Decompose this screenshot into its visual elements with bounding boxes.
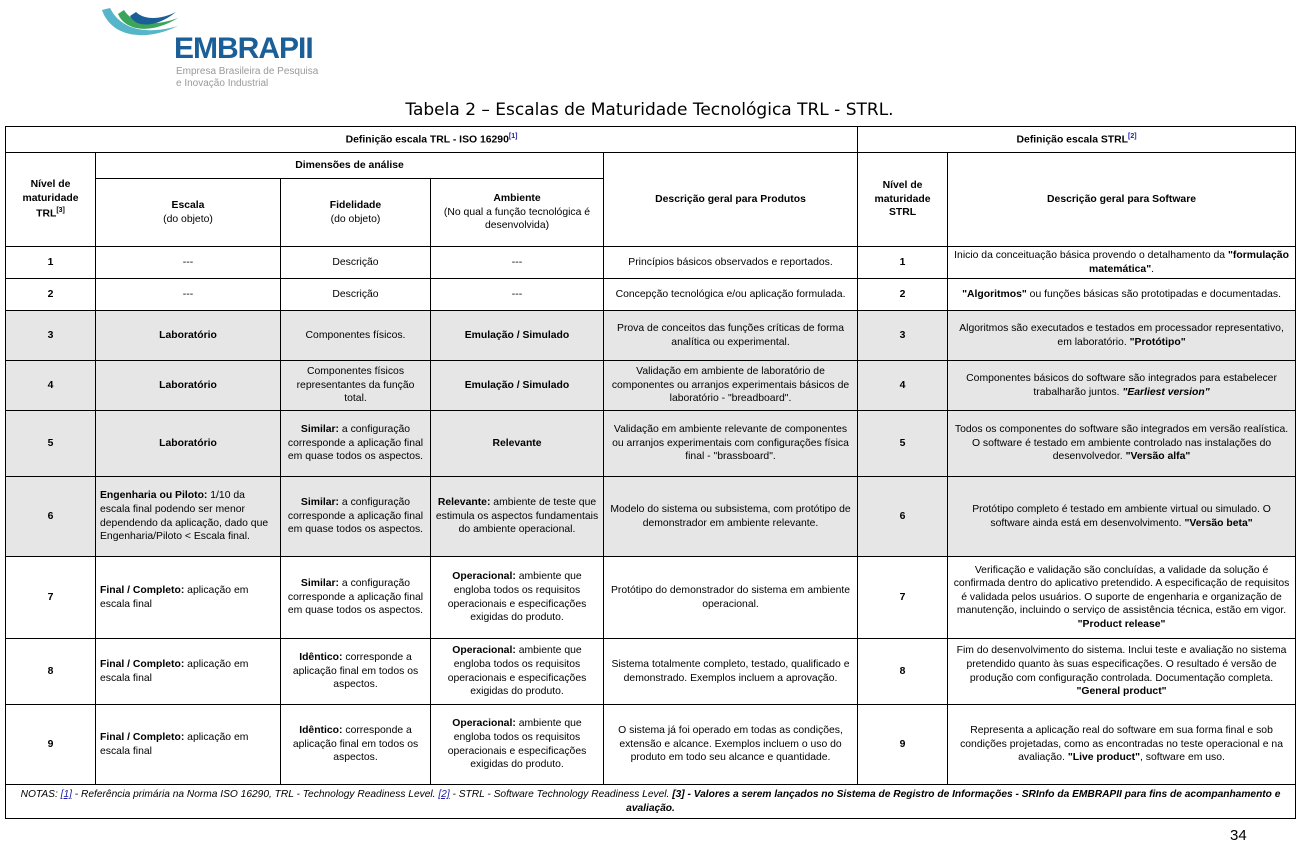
- header-desc-produtos: Descrição geral para Produtos: [604, 153, 858, 247]
- table-row: [6, 411, 1296, 477]
- header-escala: Escala (do objeto): [96, 179, 281, 247]
- table-title: Tabela 2 – Escalas de Maturidade Tecnológica TRL - STRL.: [405, 100, 894, 120]
- table-cell: 9: [6, 705, 96, 785]
- table-cell: Idêntico: corresponde a aplicação final em todos os aspectos.: [281, 705, 431, 785]
- footnote-link-2[interactable]: [2]: [1127, 133, 1137, 140]
- table-cell: Protótipo do demonstrador do sistema em ambiente operacional.: [604, 557, 858, 639]
- table-cell: 3: [6, 311, 96, 361]
- table-cell: Laboratório: [96, 411, 281, 477]
- table-cell: 7: [6, 557, 96, 639]
- table-cell: Descrição: [281, 247, 431, 279]
- table-cell: Inicio da conceituação básica provendo o detalhamento da "formulação matemática".: [948, 247, 1296, 279]
- table-cell: Relevante: [431, 411, 604, 477]
- table-cell: Concepção tecnológica e/ou aplicação formulada.: [604, 279, 858, 311]
- table-cell: Componentes físicos.: [281, 311, 431, 361]
- table-cell: Final / Completo: aplicação em escala final: [96, 705, 281, 785]
- table-cell: Protótipo completo é testado em ambiente virtual ou simulado. O software ainda está em desenvolvimento. "Versão beta": [948, 477, 1296, 557]
- table-cell: O sistema já foi operado em todas as condições, extensão e alcance. Exemplos incluem o uso do produto em todo seu alcance e quantidade.: [604, 705, 858, 785]
- table-cell: Operacional: ambiente que engloba todos os requisitos operacionais e especificações exigidas do produto.: [431, 557, 604, 639]
- table-cell: 5: [6, 411, 96, 477]
- table-cell: Final / Completo: aplicação em escala final: [96, 557, 281, 639]
- table-row: [6, 247, 1296, 279]
- table-notes: NOTAS: [1] - Referência primária na Norma ISO 16290, TRL - Technology Readiness Level. [2] - STRL - Software Technology Readiness Level. [3] - Valores a serem lançados no Sistema de Registro de Informações - SRInfo da EMBRAPII para fins de acompanhamento e avaliação.: [6, 785, 1296, 819]
- logo-tagline: e Inovação Industrial: [176, 78, 269, 89]
- header-dimensoes: Dimensões de análise: [96, 153, 604, 179]
- header-nivel-strl: Nível de maturidade STRL: [858, 153, 948, 247]
- table-cell: ---: [431, 279, 604, 311]
- table-row: [6, 705, 1296, 785]
- logo-tagline: Empresa Brasileira de Pesquisa: [176, 66, 319, 77]
- table-cell: Similar: a configuração corresponde a aplicação final em quase todos os aspectos.: [281, 557, 431, 639]
- embrapii-swoosh-icon: [100, 4, 180, 52]
- table-cell: Modelo do sistema ou subsistema, com protótipo de demonstrador em ambiente relevante.: [604, 477, 858, 557]
- note-link-2[interactable]: [2]: [438, 789, 450, 801]
- page-number: 34: [1230, 827, 1247, 844]
- table-cell: Final / Completo: aplicação em escala final: [96, 639, 281, 705]
- header-nivel-trl: Nível de maturidade TRL[3]: [6, 153, 96, 247]
- table-cell: Componentes físicos representantes da função total.: [281, 361, 431, 411]
- table-cell: Operacional: ambiente que engloba todos os requisitos operacionais e especificações exigidas do produto.: [431, 639, 604, 705]
- header-ambiente: Ambiente (No qual a função tecnológica é desenvolvida): [431, 179, 604, 247]
- table-cell: 6: [6, 477, 96, 557]
- table-cell: 7: [858, 557, 948, 639]
- table-cell: Sistema totalmente completo, testado, qualificado e demonstrado. Exemplos incluem a aprovação.: [604, 639, 858, 705]
- table-cell: 5: [858, 411, 948, 477]
- header-trl-group: Definição escala TRL - ISO 16290[1]: [6, 127, 858, 153]
- table-cell: ---: [96, 247, 281, 279]
- table-row: [6, 279, 1296, 311]
- footnote-link-1[interactable]: [1]: [508, 133, 518, 140]
- header-desc-software: Descrição geral para Software: [948, 153, 1296, 247]
- table-cell: 4: [858, 361, 948, 411]
- table-cell: Todos os componentes do software são integrados em versão realística. O software é testado em ambiente controlado nas instalações do desenvolvedor. "Versão alfa": [948, 411, 1296, 477]
- table-cell: Emulação / Simulado: [431, 361, 604, 411]
- table-cell: Algoritmos são executados e testados em processador representativo, em laboratório. "Protótipo": [948, 311, 1296, 361]
- table-cell: Representa a aplicação real do software em sua forma final e sob condições projetadas, como as encontradas no teste operacional e na avaliação. "Live product", software em uso.: [948, 705, 1296, 785]
- table-cell: 9: [858, 705, 948, 785]
- table-cell: Relevante: ambiente de teste que estimula os aspectos fundamentais do ambiente operacional.: [431, 477, 604, 557]
- table-cell: 2: [858, 279, 948, 311]
- table-row: [6, 361, 1296, 411]
- table-cell: 2: [6, 279, 96, 311]
- note-link-1[interactable]: [1]: [60, 789, 72, 801]
- table-cell: Laboratório: [96, 361, 281, 411]
- table-cell: Descrição: [281, 279, 431, 311]
- table-cell: Componentes básicos do software são integrados para estabelecer trabalharão juntos. "Earliest version": [948, 361, 1296, 411]
- table-row: [6, 477, 1296, 557]
- table-row: [6, 311, 1296, 361]
- table-cell: 3: [858, 311, 948, 361]
- table-cell: Engenharia ou Piloto: 1/10 da escala final podendo ser menor dependendo da aplicação, dado que Engenharia/Piloto < Escala final.: [96, 477, 281, 557]
- table-cell: Operacional: ambiente que engloba todos os requisitos operacionais e especificações exigidas do produto.: [431, 705, 604, 785]
- table-cell: 4: [6, 361, 96, 411]
- table-cell: 1: [6, 247, 96, 279]
- table-row: [6, 557, 1296, 639]
- trl-strl-table: [5, 126, 1296, 819]
- table-cell: 1: [858, 247, 948, 279]
- table-cell: ---: [431, 247, 604, 279]
- embrapii-logo: [100, 4, 330, 90]
- table-row: [6, 639, 1296, 705]
- table-cell: Laboratório: [96, 311, 281, 361]
- table-cell: Emulação / Simulado: [431, 311, 604, 361]
- table-cell: 8: [858, 639, 948, 705]
- header-strl-group: Definição escala STRL[2]: [858, 127, 1296, 153]
- header-fidelidade: Fidelidade (do objeto): [281, 179, 431, 247]
- table-cell: Validação em ambiente de laboratório de componentes ou arranjos experimentais básicos de laboratório - "breadboard".: [604, 361, 858, 411]
- table-cell: Fim do desenvolvimento do sistema. Inclui teste e avaliação no sistema pretendido quanto às suas especificações. O resultado é versão de produção com configuração controlada. Documentação completa. "General product": [948, 639, 1296, 705]
- table-cell: Validação em ambiente relevante de componentes ou arranjos experimentais com configurações física final - "brassboard".: [604, 411, 858, 477]
- table-cell: Similar: a configuração corresponde a aplicação final em quase todos os aspectos.: [281, 411, 431, 477]
- logo-wordmark: EMBRAPII: [174, 32, 313, 65]
- table-cell: 6: [858, 477, 948, 557]
- table-cell: 8: [6, 639, 96, 705]
- table-cell: Verificação e validação são concluídas, a validade da solução é confirmada dentro do aplicativo pretendido. A especificação de requisitos é validada pelos usuários. O suporte de engenharia e organização de manutenção, incluindo o serviço de assistência técnica, estão em vigor. "Product release": [948, 557, 1296, 639]
- table-cell: Similar: a configuração corresponde a aplicação final em quase todos os aspectos.: [281, 477, 431, 557]
- table-cell: Idêntico: corresponde a aplicação final em todos os aspectos.: [281, 639, 431, 705]
- table-cell: Princípios básicos observados e reportados.: [604, 247, 858, 279]
- table-cell: ---: [96, 279, 281, 311]
- table-cell: "Algoritmos" ou funções básicas são prototipadas e documentadas.: [948, 279, 1296, 311]
- table-cell: Prova de conceitos das funções críticas de forma analítica ou experimental.: [604, 311, 858, 361]
